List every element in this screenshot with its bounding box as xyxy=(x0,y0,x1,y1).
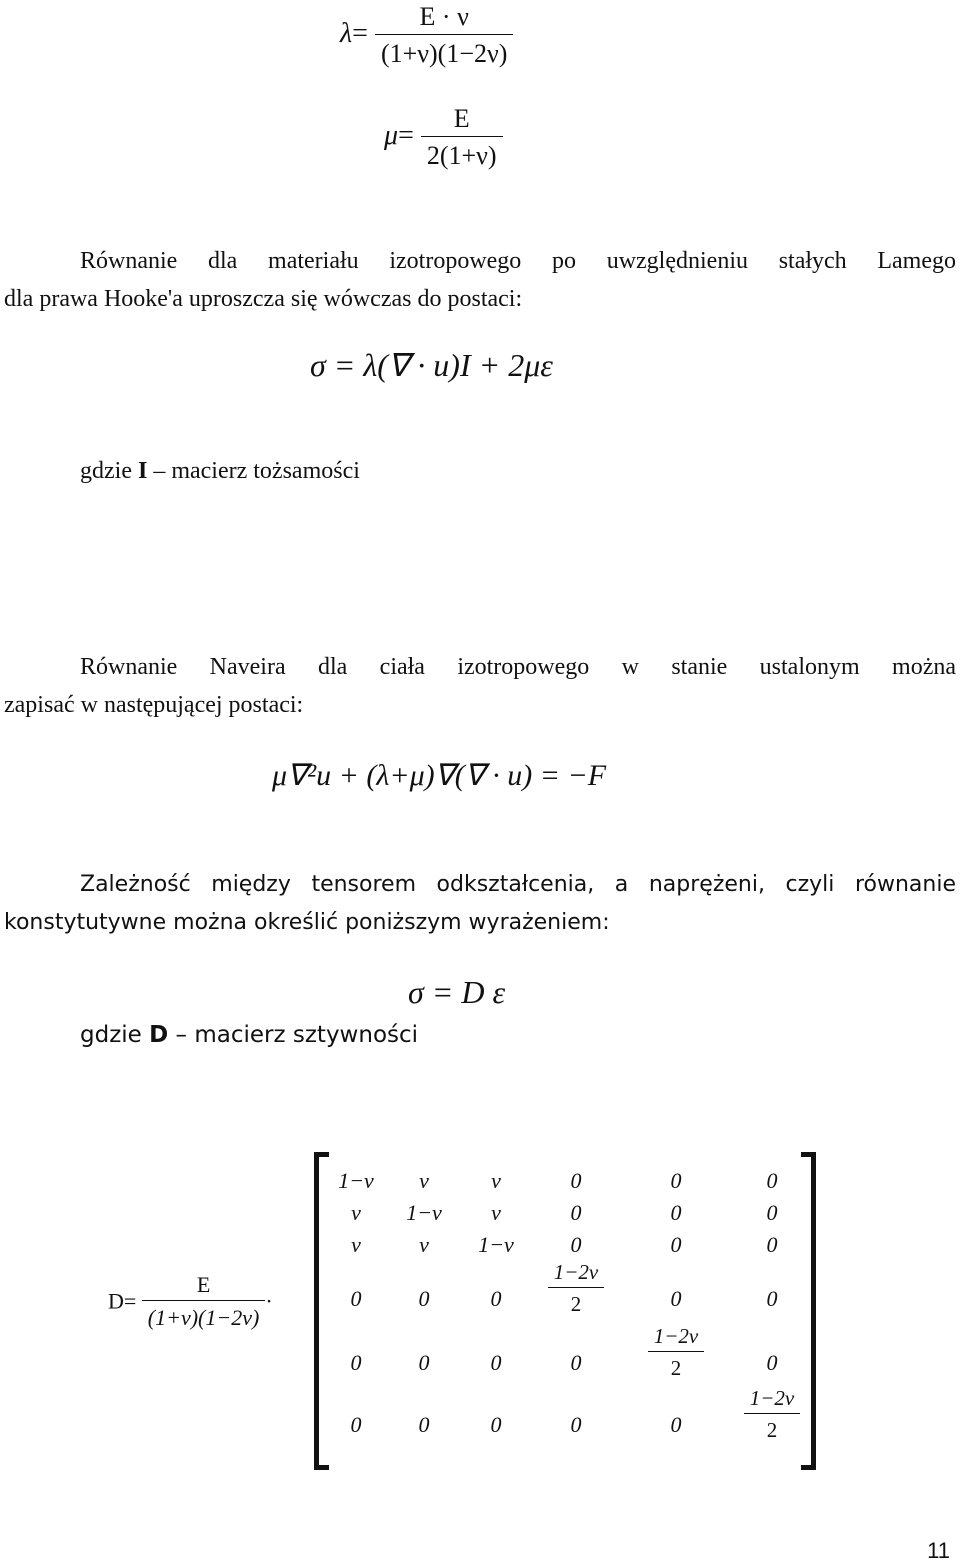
fraction-denominator: 2 xyxy=(766,1418,778,1442)
coefficient-fraction xyxy=(142,1272,266,1331)
note-text: – macierz tożsamości xyxy=(147,458,360,484)
matrix-cell: 0 xyxy=(670,1286,682,1311)
matrix-cell: 1−ν xyxy=(478,1232,514,1257)
matrix-cell xyxy=(729,1386,815,1443)
matrix-cell: 0 xyxy=(670,1412,682,1437)
matrix-cell: 0 xyxy=(570,1412,582,1437)
matrix-cell: ν xyxy=(419,1232,429,1257)
paragraph-lame-line2: dla prawa Hooke'a uproszcza się wówczas do postaci: xyxy=(4,286,523,312)
matrix-cell: ν xyxy=(491,1200,501,1225)
matrix-fraction xyxy=(648,1324,705,1381)
matrix-cell: 0 xyxy=(418,1286,430,1311)
matrix-cell: 0 xyxy=(766,1200,778,1225)
matrix-cell: 0 xyxy=(766,1168,778,1193)
matrix-cell: 0 xyxy=(490,1412,502,1437)
equals-sign: = xyxy=(352,17,368,49)
matrix-cell: 0 xyxy=(670,1168,682,1193)
stress-lame-equation: σ = λ(∇ · u)I + 2με xyxy=(310,347,553,383)
matrix-cell: 0 xyxy=(570,1350,582,1375)
matrix-cell: 0 xyxy=(350,1412,362,1437)
lambda-denominator: (1+ν)(1−2ν) xyxy=(380,39,508,68)
matrix-cell: 0 xyxy=(418,1350,430,1375)
matrix-cell: ν xyxy=(351,1200,361,1225)
matrix-cell: 0 xyxy=(670,1200,682,1225)
coefficient-numerator: E xyxy=(142,1272,266,1301)
note-prefix: gdzie xyxy=(80,458,138,484)
multiply-dot: · xyxy=(265,1288,273,1314)
matrix-cell: ν xyxy=(351,1232,361,1257)
mu-equation xyxy=(384,104,503,171)
mu-numerator: E xyxy=(421,104,503,137)
stiffness-symbol: D xyxy=(149,1022,169,1048)
paragraph-constitutive-line1: Zależność między tensorem odkształcenia, a naprężeni, czyli równanie xyxy=(80,872,956,897)
fraction-numerator: 1−2ν xyxy=(548,1260,605,1288)
navier-equation: μ∇²u + (λ+μ)∇(∇ · u) = −F xyxy=(272,759,607,792)
note-prefix: gdzie xyxy=(80,1022,150,1048)
matrix-cell: 0 xyxy=(766,1286,778,1311)
identity-symbol: I xyxy=(137,458,148,484)
paragraph-navier xyxy=(4,648,956,724)
matrix-cell: ν xyxy=(419,1168,429,1193)
stiffness-matrix xyxy=(314,1152,816,1460)
note-text: – macierz sztywności xyxy=(168,1022,419,1048)
fraction-numerator: 1−2ν xyxy=(744,1386,801,1414)
matrix-cell: 1−ν xyxy=(338,1168,374,1193)
paragraph-lame xyxy=(4,242,956,318)
matrix-cell: 0 xyxy=(350,1286,362,1311)
matrix-cell: 0 xyxy=(490,1350,502,1375)
stiffness-coefficient xyxy=(108,1272,273,1331)
matrix-fraction xyxy=(548,1260,605,1317)
matrix-cell xyxy=(633,1324,719,1381)
matrix-cell: 0 xyxy=(766,1350,778,1375)
fraction-denominator: 2 xyxy=(670,1356,682,1380)
matrix-cell: 0 xyxy=(418,1412,430,1437)
stress-stiffness-equation: σ = D ε xyxy=(408,974,506,1010)
stiffness-lhs: D= xyxy=(108,1288,137,1314)
matrix-cell: 0 xyxy=(350,1350,362,1375)
identity-note xyxy=(80,458,360,485)
fraction-denominator: 2 xyxy=(570,1292,582,1316)
matrix-cell: 0 xyxy=(490,1286,502,1311)
mu-denominator: 2(1+ν) xyxy=(426,141,497,170)
matrix-cell xyxy=(533,1260,619,1317)
matrix-fraction xyxy=(744,1386,801,1443)
matrix-cell: 0 xyxy=(570,1168,582,1193)
matrix-cell: 0 xyxy=(670,1232,682,1257)
matrix-cell: 1−ν xyxy=(406,1200,442,1225)
lambda-fraction xyxy=(375,2,513,69)
page-number: 11 xyxy=(927,1538,950,1563)
paragraph-navier-line1: Równanie Naveira dla ciała izotropowego w stanie ustalonym można xyxy=(80,654,956,680)
matrix-cell: ν xyxy=(491,1168,501,1193)
lambda-symbol: λ xyxy=(340,17,353,49)
lambda-numerator: E · ν xyxy=(375,2,513,35)
mu-fraction xyxy=(421,104,503,171)
lambda-equation xyxy=(340,2,513,69)
fraction-numerator: 1−2ν xyxy=(648,1324,705,1352)
matrix-cell: 0 xyxy=(570,1232,582,1257)
stiffness-note xyxy=(80,1022,418,1048)
mu-symbol: μ xyxy=(384,119,399,151)
paragraph-navier-line2: zapisać w następującej postaci: xyxy=(4,692,304,718)
matrix-cell: 0 xyxy=(766,1232,778,1257)
matrix-cell: 0 xyxy=(570,1200,582,1225)
coefficient-denominator: (1+ν)(1−2ν) xyxy=(147,1305,260,1330)
paragraph-constitutive-line2: konstytutywne można określić poniższym wyrażeniem: xyxy=(4,910,610,935)
paragraph-constitutive xyxy=(4,866,956,942)
equals-sign: = xyxy=(398,119,414,151)
paragraph-lame-line1: Równanie dla materiału izotropowego po uwzględnieniu stałych Lamego xyxy=(80,248,956,274)
